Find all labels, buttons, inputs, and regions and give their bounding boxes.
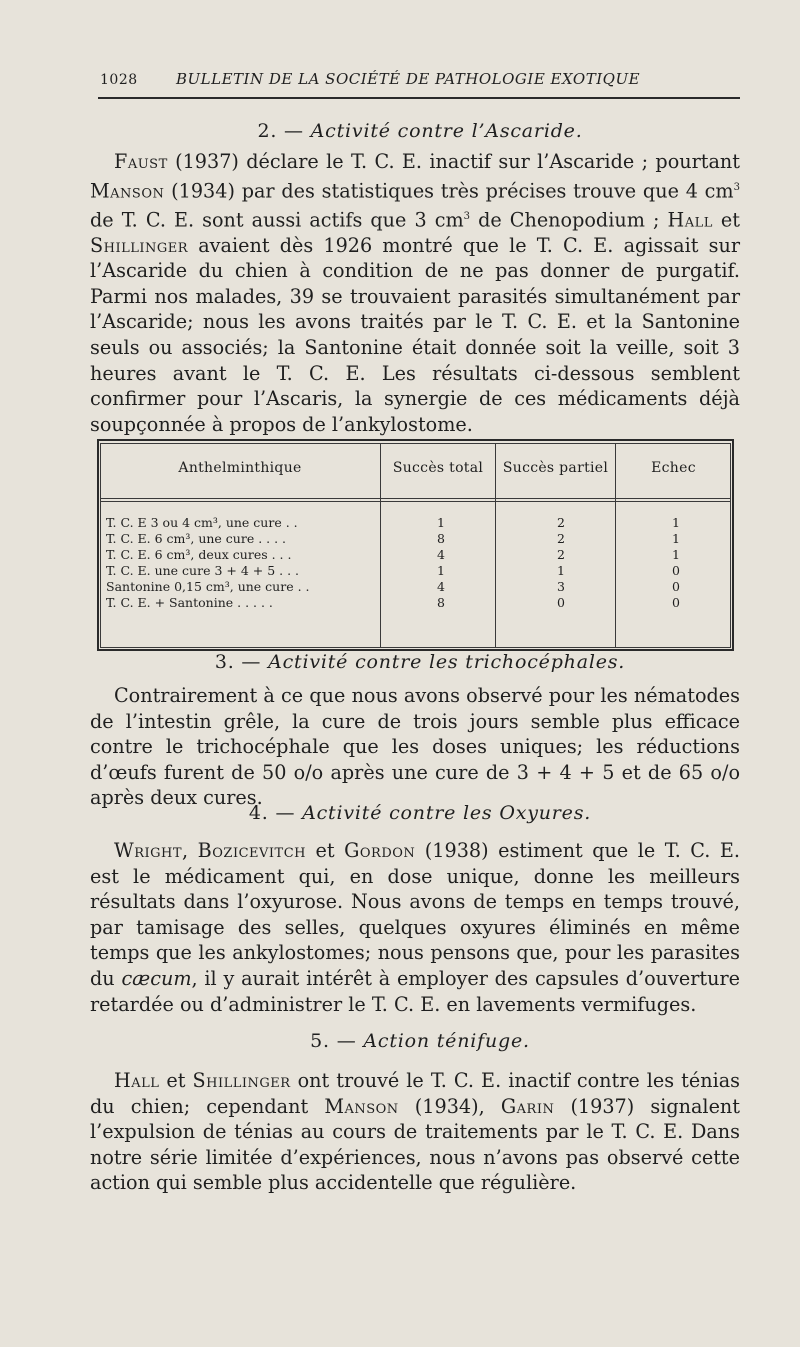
table-cell: 3: [557, 579, 565, 594]
author-hall: Hall: [114, 1069, 160, 1092]
section-4-number: 4. —: [248, 802, 296, 824]
table-cell: T. C. E 3 ou 4 cm³, une cure . .: [106, 515, 298, 530]
section-2-paragraph: [90, 149, 740, 437]
section-2-number: 2. —: [257, 120, 304, 142]
table-cell: 1: [437, 515, 445, 530]
section-3-title: Activité contre les trichocéphales.: [268, 651, 626, 673]
section-2-title: Activité contre l’Ascaride.: [310, 120, 583, 142]
table-cell: 2: [557, 547, 565, 562]
text-run: (1937) déclare le T. C. E. inactif sur l’Ascaride ; pourtant: [167, 150, 740, 173]
table-cell: 1: [557, 563, 565, 578]
author-wright: Wright: [114, 839, 183, 862]
text-run: ,: [182, 839, 198, 862]
text-run: (1937) signalent l’expulsion de ténias au cours de traitements par le T. C. E. Dans notre série limitée d’expériences, nous n’avons pas observé cette action qui semble plus accidentelle que régulière.: [90, 1094, 740, 1195]
author-hall: Hall: [667, 207, 713, 231]
author-bozicevitch: Bozicevitch: [197, 839, 306, 862]
table-row: [106, 595, 726, 611]
section-3-number: 3. —: [214, 651, 262, 673]
section-3-paragraph: Contrairement à ce que nous avons observé pour les nématodes de l’intestin grêle, la cure de trois jours semble plus efficace contre le trichocéphale que les doses uniques; les réductions d’œufs furent de 50 o/o après une cure de 3 + 4 + 5 et de 65 o/o après deux cures.: [90, 684, 740, 810]
table-cell: T. C. E. 6 cm³, une cure . . . .: [106, 531, 287, 546]
table-cell: 1: [672, 547, 680, 562]
section-5-paragraph: [90, 1068, 740, 1196]
section-5-heading: [90, 1030, 750, 1052]
table-header-succes-total: Succès total: [392, 460, 484, 476]
table-cell: Santonine 0,15 cm³, une cure . .: [106, 579, 310, 594]
section-5-title: Action ténifuge.: [363, 1030, 530, 1052]
table-cell: T. C. E. 6 cm³, deux cures . . .: [106, 547, 292, 562]
table-cell: 8: [437, 531, 445, 546]
table-cell: 0: [557, 595, 565, 610]
table-row: [106, 547, 726, 563]
table-cell: 8: [437, 595, 445, 610]
running-header: [100, 70, 740, 94]
table-cell: 1: [672, 531, 680, 546]
table-row: [106, 515, 726, 531]
table-header-anthelminthique: Anthelminthique: [178, 460, 302, 476]
table-row: [106, 579, 726, 595]
table-cell: 0: [672, 595, 680, 610]
author-faust: Faust: [114, 150, 168, 173]
text-run: (1938) estiment que le T. C. E. est le médicament qui, en dose unique, donne les meilleurs résultats dans l’oxyurose. Nous avons de temps en temps trouvé, par tamisage des selles, quelques oxyures éliminés en même temps que les ankylostomes; nous pensons que, pour les parasites du: [90, 839, 741, 990]
author-shillinger: Shillinger: [192, 1069, 291, 1092]
text-run: et: [712, 207, 740, 231]
table-row: [106, 531, 726, 547]
table-cell: 2: [557, 531, 565, 546]
section-4-title: Activité contre les Oxyures.: [302, 802, 592, 824]
text-run: (1934) par des statistiques très précises trouve que 4 cm: [164, 178, 734, 202]
journal-title: BULLETIN DE LA SOCIÉTÉ DE PATHOLOGIE EXOTIQUE: [176, 70, 641, 88]
table-header-rule: [100, 498, 731, 499]
section-2-heading: [90, 120, 750, 142]
superscript: 3: [733, 181, 740, 193]
text-run: (1934),: [398, 1094, 501, 1118]
table-cell: 4: [437, 547, 445, 562]
text-run: de T. C. E. sont aussi actifs que 3 cm: [90, 207, 464, 231]
table-cell: T. C. E. une cure 3 + 4 + 5 . . .: [106, 563, 299, 578]
text-run: et: [159, 1069, 193, 1092]
table-header-rule-double: [100, 501, 731, 502]
table-cell: 4: [437, 579, 445, 594]
header-rule: [98, 97, 740, 99]
table-cell: 0: [672, 579, 680, 594]
table-cell: 2: [557, 515, 565, 530]
section-4-paragraph: [90, 838, 740, 1017]
table-cell: 1: [437, 563, 445, 578]
superscript: 3: [463, 210, 471, 222]
text-run: ont trouvé le T. C. E. inactif contre les ténias du chien; cependant: [90, 1069, 741, 1118]
text-run: et: [306, 839, 345, 862]
section-4-heading: [90, 802, 750, 824]
table-header-echec: Echec: [651, 460, 696, 476]
table-row: [106, 563, 726, 579]
author-manson: Manson: [90, 178, 165, 202]
section-5-number: 5. —: [310, 1030, 357, 1052]
author-manson: Manson: [324, 1094, 399, 1118]
table-cell: T. C. E. + Santonine . . . . .: [106, 595, 273, 610]
section-3-heading: [90, 651, 750, 673]
page-number: 1028: [100, 72, 138, 88]
author-shillinger: Shillinger: [90, 233, 189, 257]
table-cell: 1: [672, 515, 680, 530]
text-run: avaient dès 1926 montré que le T. C. E. agissait sur l’Ascaride du chien à condition de ne pas donner de purgatif. Parmi nos malades, 39 se trouvaient parasités simultanément par l’Ascaride; nous les avons traités par le T. C. E. et la Santonine seuls ou associés; la Santonine était donnée soit la veille, soit 3 heures avant le T. C. E. Les résultats ci-dessous semblent confirmer pour l’Ascaris, la synergie de ces médicaments déjà soupçonnée à propos de l’ankylostome.: [90, 233, 740, 436]
text-run: de Chenopodium ;: [470, 207, 668, 231]
table-cell: 0: [672, 563, 680, 578]
table-header-succes-partiel: Succès partiel: [502, 460, 609, 476]
author-garin: Garin: [500, 1094, 555, 1118]
term-caecum: cæcum: [121, 966, 192, 990]
text-run: , il y aurait intérêt à employer des capsules d’ouverture retardée ou d’administrer le T. C. E. en lavements vermifuges.: [90, 966, 740, 1016]
author-gordon: Gordon: [344, 839, 416, 862]
